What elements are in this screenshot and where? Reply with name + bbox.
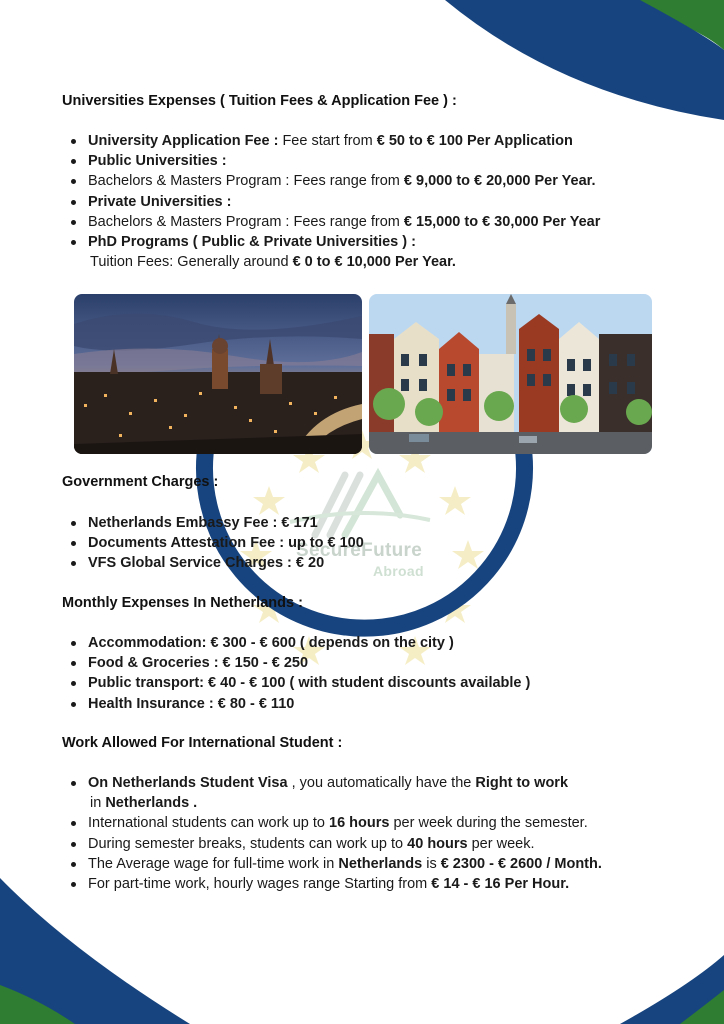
- break-hours-text: During semester breaks, students can work up to: [88, 835, 408, 852]
- watermark-brand-subtitle: Abroad: [373, 563, 424, 579]
- wage-is: is: [422, 855, 441, 872]
- wage-country: Netherlands: [338, 855, 423, 872]
- list-item: [70, 171, 670, 191]
- list-item: [70, 773, 670, 813]
- list-item: [70, 694, 670, 714]
- visa-text-in: in: [90, 795, 106, 812]
- visa-country: Netherlands .: [105, 795, 198, 812]
- list-item: [70, 633, 670, 653]
- list-item: [70, 252, 670, 272]
- semester-hours-value: 16 hours: [329, 815, 390, 832]
- semester-hours-tail: per week during the semester.: [389, 815, 588, 832]
- list-item: [70, 192, 670, 212]
- list-item: [70, 553, 670, 573]
- work-allowed-heading: Work Allowed For International Student :: [62, 735, 343, 751]
- monthly-expenses-heading: Monthly Expenses In Netherlands :: [62, 595, 303, 611]
- break-hours-tail: per week.: [467, 835, 535, 852]
- right-to-work: Right to work: [475, 775, 569, 791]
- monthly-expenses-list: [70, 633, 670, 714]
- public-fees-value: € 9,000 to € 20,000 Per Year.: [403, 173, 596, 190]
- phd-fees-value: € 0 to € 10,000 Per Year.: [292, 254, 456, 271]
- application-fee-label: University Application Fee :: [88, 133, 279, 149]
- semester-hours-text: International students can work up to: [88, 815, 330, 832]
- list-item: [70, 131, 670, 151]
- embassy-fee: Netherlands Embassy Fee : € 171: [88, 515, 318, 531]
- application-fee-value: € 50 to € 100 Per Application: [376, 133, 573, 149]
- transport-cost: Public transport: € 40 - € 100 ( with student discounts available ): [88, 675, 531, 692]
- part-time-text: For part-time work, hourly wages range Starting from: [88, 876, 432, 893]
- vfs-charges: VFS Global Service Charges : € 20: [88, 555, 325, 572]
- public-universities-label: Public Universities :: [88, 153, 227, 170]
- list-item: [70, 854, 670, 874]
- private-fees-value: € 15,000 to € 30,000 Per Year: [403, 213, 601, 230]
- private-fees-text: Bachelors & Masters Program : Fees range from: [88, 213, 404, 230]
- list-item: [70, 533, 670, 553]
- attestation-fee: Documents Attestation Fee : up to € 100: [88, 535, 364, 552]
- application-fee-text: Fee start from: [278, 133, 377, 149]
- food-cost: Food & Groceries : € 150 - € 250: [88, 655, 309, 672]
- list-item: [70, 813, 670, 833]
- wage-text: The Average wage for full-time work in: [88, 855, 339, 872]
- government-charges-heading: Government Charges :: [62, 474, 219, 490]
- health-insurance-cost: Health Insurance : € 80 - € 110: [88, 695, 295, 712]
- list-item: [70, 232, 670, 252]
- amsterdam-canal-houses-photo: [369, 294, 652, 454]
- universities-heading: Universities Expenses ( Tuition Fees & Application Fee ) :: [62, 93, 457, 109]
- phd-programs-label: PhD Programs ( Public & Private Universities ) :: [88, 234, 416, 251]
- private-universities-label: Private Universities :: [88, 193, 232, 210]
- list-item: [70, 151, 670, 171]
- work-allowed-list: [70, 773, 670, 894]
- government-charges-list: [70, 513, 670, 574]
- visa-text: , you automatically have the: [287, 775, 476, 791]
- list-item: [70, 834, 670, 854]
- visa-label: On Netherlands Student Visa: [88, 775, 288, 791]
- public-fees-text: Bachelors & Masters Program : Fees range from: [88, 173, 404, 190]
- wage-value: € 2300 - € 2600 / Month.: [440, 855, 602, 872]
- list-item: [70, 874, 670, 894]
- break-hours-value: 40 hours: [407, 835, 468, 852]
- amsterdam-night-photo: [74, 294, 362, 454]
- phd-fees-text: Tuition Fees: Generally around: [90, 254, 293, 271]
- list-item: [70, 673, 670, 693]
- list-item: [70, 212, 670, 232]
- universities-list: [70, 131, 670, 272]
- watermark-brand-name: SecureFuture: [296, 540, 423, 561]
- accommodation-cost: Accommodation: € 300 - € 600 ( depends on the city ): [88, 635, 454, 651]
- list-item: [70, 653, 670, 673]
- part-time-value: € 14 - € 16 Per Hour.: [431, 876, 570, 893]
- list-item: [70, 513, 670, 533]
